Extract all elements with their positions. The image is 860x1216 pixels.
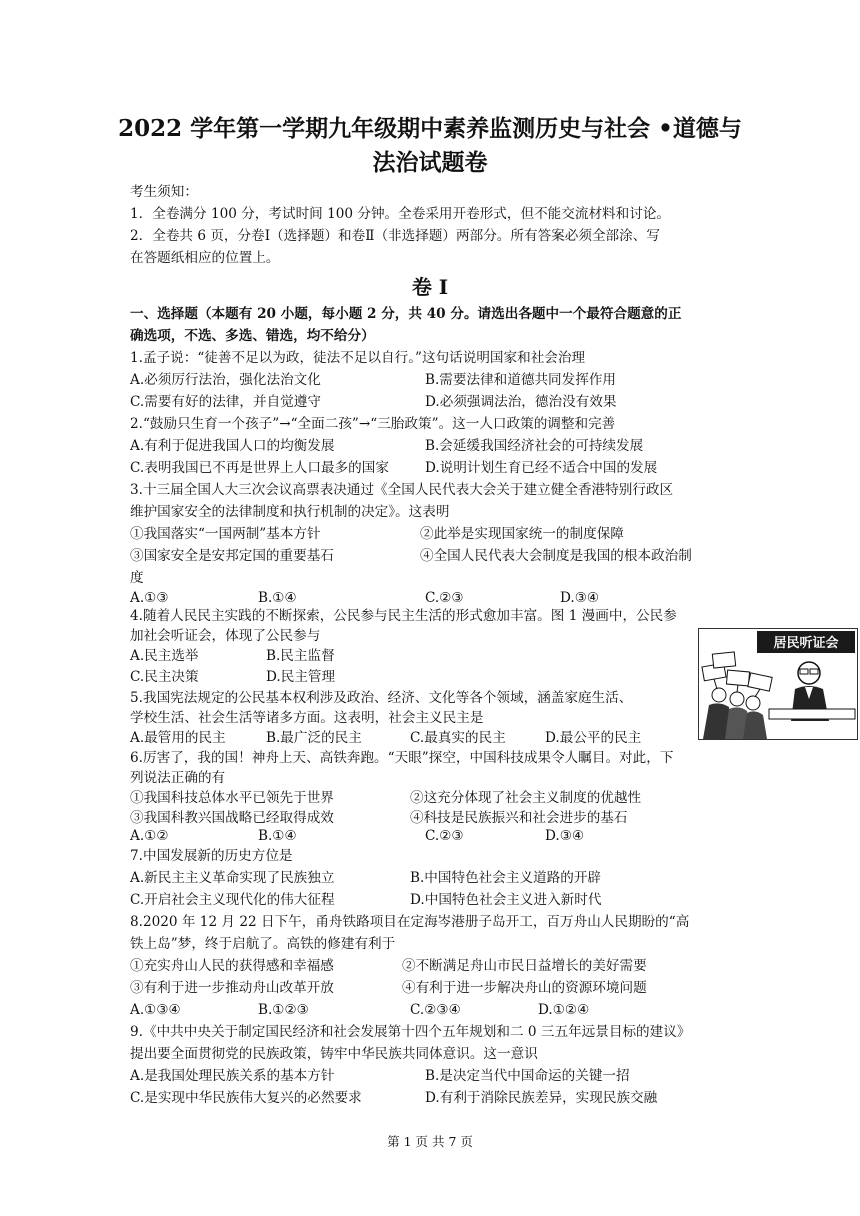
q6-stem-2: 列说法正确的有	[130, 770, 226, 786]
q5-option-b: B.最广泛的民主	[266, 730, 362, 746]
q6-stem-1: 6.厉害了，我的国！神舟上天、高铁奔跑。“天眼”探空，中国科技成果令人瞩目。对此，下	[130, 750, 674, 766]
hearing-desk	[769, 709, 855, 719]
q9-option-c: C.是实现中华民族伟大复兴的必然要求	[130, 1090, 362, 1106]
part1-instructions-b: 确选项，不选、多选、错选，均不给分）	[130, 328, 375, 344]
q5-stem-1: 5.我国宪法规定的公民基本权利涉及政治、经济、文化等各个领域，涵盖家庭生活、	[130, 690, 633, 706]
q4-stem-2: 加社会听证会，体现了公民参与	[130, 628, 321, 644]
q6-option-c: C.②③	[425, 828, 464, 844]
q7-stem: 7.中国发展新的历史方位是	[130, 848, 293, 864]
q1-stem: 1.孟子说：“徒善不足以为政，徒法不足以自行。”这句话说明国家和社会治理	[130, 350, 586, 366]
notice-item-2a: 2．全卷共 6 页，分卷Ⅰ（选择题）和卷Ⅱ（非选择题）两部分。所有答案必须全部涂、写	[130, 228, 660, 244]
q8-statement-4: ④有利于进一步解决舟山的资源环境问题	[402, 980, 647, 996]
q1-option-a: A.必须厉行法治，强化法治文化	[130, 372, 321, 388]
placard-3	[748, 673, 772, 691]
q5-option-a: A.最管用的民主	[130, 730, 226, 746]
exam-title-line2: 法治试题卷	[372, 149, 488, 176]
q3-option-d: D.③④	[560, 590, 600, 606]
q6-option-d: D.③④	[545, 828, 585, 844]
q7-option-d: D.中国特色社会主义进入新时代	[410, 892, 602, 908]
q3-statement-4-cont: 度	[130, 570, 144, 586]
section-title: 卷 I	[411, 275, 449, 299]
q5-option-d: D.最公平的民主	[545, 730, 642, 746]
q1-option-d: D.必须强调法治，德治没有效果	[425, 394, 617, 410]
q8-option-b: B.①②③	[258, 1002, 309, 1018]
cartoon-caption: 居民听证会	[773, 636, 839, 651]
part1-instructions-a: 一、选择题（本题有 20 小题，每小题 2 分，共 40 分。请选出各题中一个最符合题意的正	[130, 306, 682, 322]
q8-option-c: C.②③④	[410, 1002, 461, 1018]
q1-option-b: B.需要法律和道德共同发挥作用	[425, 372, 617, 388]
q2-stem: 2.“鼓励只生育一个孩子”→“全面二孩”→“三胎政策”。这一人口政策的调整和完善	[130, 416, 616, 432]
exam-title-line1: 2022 学年第一学期九年级期中素养监测历史与社会 •道德与	[118, 115, 742, 142]
notice-heading: 考生须知：	[130, 184, 198, 200]
q5-stem-2: 学校生活、社会生活等诸多方面。这表明，社会主义民主是	[130, 710, 484, 726]
q8-option-d: D.①②④	[538, 1002, 590, 1018]
q9-option-a: A.是我国处理民族关系的基本方针	[130, 1068, 335, 1084]
notice-item-2b: 在答题纸相应的位置上。	[130, 250, 280, 266]
q8-stem-1: 8.2020 年 12 月 22 日下午，甬舟铁路项目在定海岑港册子岛开工，百万舟山人民期盼的“高	[130, 914, 690, 930]
q6-statement-2: ②这充分体现了社会主义制度的优越性	[410, 790, 642, 806]
q8-statement-2: ②不断满足舟山市民日益增长的美好需要	[402, 958, 647, 974]
placard-2	[726, 670, 749, 686]
q3-option-c: C.②③	[425, 590, 464, 606]
q6-statement-3: ③我国科教兴国战略已经取得成效	[130, 810, 334, 826]
q3-statement-4: ④全国人民代表大会制度是我国的根本政治制	[420, 548, 692, 564]
q7-option-c: C.开启社会主义现代化的伟大征程	[130, 892, 335, 908]
q9-option-d: D.有利于消除民族差异，实现民族交融	[425, 1090, 658, 1106]
placard-stick-2	[737, 685, 738, 692]
q6-option-a: A.①②	[130, 828, 169, 844]
q2-option-b: B.会延缓我国经济社会的可持续发展	[425, 438, 644, 454]
q3-stem-2: 维护国家安全的法律制度和执行机制的决定》。这表明	[130, 504, 450, 520]
q6-statement-1: ①我国科技总体水平已领先于世界	[130, 790, 334, 806]
q8-statement-1: ①充实舟山人民的获得感和幸福感	[130, 958, 334, 974]
q3-statement-1: ①我国落实“一国两制”基本方针	[130, 526, 321, 542]
q9-stem-2: 提出要全面贯彻党的民族政策，铸牢中华民族共同体意识。这一意识	[130, 1046, 538, 1062]
placard-4	[712, 652, 735, 668]
citizen-head-2	[730, 692, 744, 706]
q4-stem-1: 4.随着人民民主实践的不断探索，公民参与民主生活的形式愈加丰富。图 1 漫画中，公民参	[130, 608, 677, 624]
q6-option-b: B.①④	[258, 828, 297, 844]
q6-statement-4: ④科技是民族振兴和社会进步的基石	[410, 810, 628, 826]
q8-stem-2: 铁上岛”梦，终于启航了。高铁的修建有利于	[130, 936, 396, 952]
q2-option-c: C.表明我国已不再是世界上人口最多的国家	[130, 460, 389, 476]
q8-statement-3: ③有利于进一步推动舟山改革开放	[130, 980, 334, 996]
q2-option-d: D.说明计划生育已经不适合中国的发展	[425, 460, 658, 476]
q1-option-c: C.需要有好的法律，并自觉遵守	[130, 394, 321, 410]
notice-item-1: 1．全卷满分 100 分，考试时间 100 分钟。全卷采用开卷形式，但不能交流材料和讨论。	[130, 206, 671, 222]
q2-option-a: A.有利于促进我国人口的均衡发展	[130, 438, 335, 454]
official-head	[798, 662, 820, 684]
q9-option-b: B.是决定当代中国命运的关键一招	[425, 1068, 630, 1084]
q4-option-c: C.民主决策	[130, 669, 199, 685]
q4-option-d: D.民主管理	[266, 669, 336, 685]
q4-option-b: B.民主监督	[266, 648, 335, 664]
q8-option-a: A.①③④	[130, 1002, 181, 1018]
citizen-head-3	[746, 696, 760, 710]
q3-stem-1: 3.十三届全国人大三次会议高票表决通过《全国人民代表大会关于建立健全香港特别行政区	[130, 482, 674, 498]
q5-option-c: C.最真实的民主	[410, 730, 506, 746]
page-footer: 第 1 页 共 7 页	[387, 1134, 473, 1149]
q3-statement-3: ③国家安全是安邦定国的重要基石	[130, 548, 334, 564]
placard-stick-3	[755, 689, 760, 697]
q9-stem-1: 9.《中共中央关于制定国民经济和社会发展第十四个五年规划和二 0 三五年远景目标的建议》	[130, 1024, 691, 1040]
q3-option-a: A.①③	[130, 590, 169, 606]
q3-option-b: B.①④	[258, 590, 297, 606]
q7-option-a: A.新民主主义革命实现了民族独立	[130, 870, 335, 886]
q3-statement-2: ②此举是实现国家统一的制度保障	[420, 526, 624, 542]
q7-option-b: B.中国特色社会主义道路的开辟	[410, 870, 602, 886]
q4-option-a: A.民主选举	[130, 648, 199, 664]
